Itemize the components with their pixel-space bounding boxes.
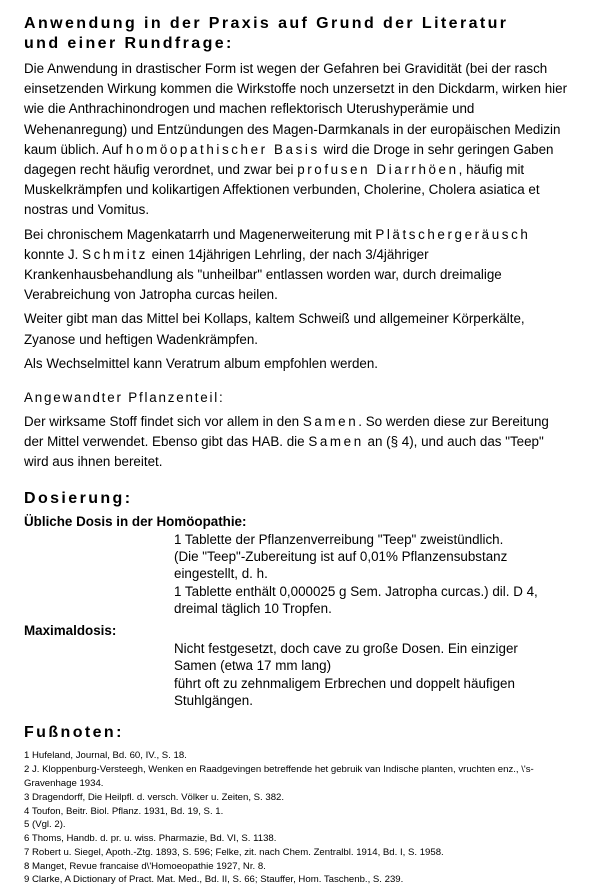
paragraph-anwendung-3: Weiter gibt man das Mittel bei Kollaps, kaltem Schweiß und allgemeiner Körperkälte, Zyanose und heftigen Wadenkrämpfen. — [24, 311, 525, 347]
max-dose-text — [174, 640, 569, 710]
text-run: , häufig mit Muskelkrämpfen und kolikartigen Affektionen verbunden, Cholerine, Cholera asiatica et nostras und Vomitus. — [24, 162, 540, 218]
paragraph-anwendung-2 — [24, 225, 569, 306]
max-dose-line: Stuhlgängen. — [174, 692, 253, 708]
text-run: konnte J. — [24, 246, 83, 262]
section-heading-fussnoten: Fußnoten: — [24, 724, 124, 742]
text-run: Der wirksame Stoff findet sich vor allem in den — [24, 414, 303, 430]
usual-dose-line: dreimal täglich 10 Tropfen. — [174, 601, 332, 617]
spaced-text: Plätschergeräusch — [375, 226, 531, 242]
usual-dose-line: eingestellt, d. h. — [174, 566, 268, 582]
spaced-text: profusen Diarrhöen — [297, 162, 459, 178]
footnote-item: 1 Hufeland, Journal, Bd. 60, IV., S. 18. — [24, 750, 187, 762]
paragraph-pflanzenteil — [24, 412, 569, 473]
paragraph-anwendung-1 — [24, 59, 569, 221]
text-run: einen 14jährigen Lehrling, der nach 3/4jähriger Krankenhausbehandlung als "unheilbar" entlassen worden war, durch dreimalige Verabreichung von Jatropha curcas heilen. — [24, 246, 502, 303]
footnote-item: 2 J. Kloppenburg-Versteegh, Wenken en Raadgevingen betreffende het gebruik van Indische planten, vruchten enz., \'s-Gravenhage 1934. — [24, 764, 534, 789]
section-heading-dosierung: Dosierung: — [24, 489, 133, 507]
footnote-list — [24, 749, 569, 887]
spaced-text: Samen — [302, 414, 359, 430]
max-dose-label: Maximaldosis: — [24, 622, 117, 638]
max-dose-line: führt oft zu zehnmaligem Erbrechen und doppelt häufigen — [174, 675, 515, 691]
paragraph-anwendung-4: Als Wechselmittel kann Veratrum album empfohlen werden. — [24, 355, 379, 371]
heading-line-1: Anwendung in der Praxis auf Grund der Literatur — [24, 15, 509, 32]
footnote-item: 6 Thoms, Handb. d. pr. u. wiss. Pharmazie, Bd. VI, S. 1138. — [24, 833, 277, 845]
usual-dose-line: 1 Tablette der Pflanzenverreibung "Teep" zweistündlich. — [174, 531, 504, 547]
footnote-item: 7 Robert u. Siegel, Apoth.-Ztg. 1893, S. 596; Felke, zit. nach Chem. Zentralbl. 1914, Bd. I, S. 1958. — [24, 846, 444, 858]
footnote-item: 5 (Vgl. 2). — [24, 819, 66, 831]
footnote-item: 8 Manget, Revue francaise d\'Homoeopathie 1927, Nr. 8. — [24, 860, 266, 872]
max-dose-line: Nicht festgesetzt, doch cave zu große Dosen. Ein einziger — [174, 640, 518, 656]
usual-dose-line: 1 Tablette enthält 0,000025 g Sem. Jatropha curcas.) dil. D 4, — [174, 583, 538, 599]
document-page — [24, 14, 569, 887]
text-run: an (§ 4), und auch das "Teep" wird aus ihnen bereitet. — [24, 434, 544, 470]
usual-dose-label: Übliche Dosis in der Homöopathie: — [24, 513, 247, 529]
usual-dose-text — [174, 531, 569, 618]
text-run: Die Anwendung in drastischer Form ist wegen der Gefahren bei Gravidität (bei der rasch einsetzenden Wirkung kommen die Wirkstoffe noch unzersetzt in den Dickdarm, wirken hier wie die Anthrachinondrogen und machen reflektorisch Uterushyperämie und Wehenanregung) und Entzündungen des Magen-Darmkanals in der europäischen Medizin kaum üblich. Auf — [24, 61, 568, 157]
text-run: Bei chronischem Magenkatarrh und Magenerweiterung mit — [24, 226, 376, 242]
max-dose-line: Samen (etwa 17 mm lang) — [174, 658, 332, 674]
heading-line-2: und einer Rundfrage: — [24, 35, 234, 52]
footnote-item: 3 Dragendorff, Die Heilpfl. d. versch. Völker u. Zeiten, S. 382. — [24, 791, 285, 803]
section-heading-anwendung — [24, 14, 569, 54]
usual-dose-line: (Die "Teep"-Zubereitung ist auf 0,01% Pflanzensubstanz — [174, 549, 508, 565]
section-heading-pflanzenteil: Angewandter Pflanzenteil: — [24, 390, 225, 406]
text-run: wird die Droge in sehr geringen Gaben dagegen recht häufig verordnet, und zwar bei — [24, 141, 554, 178]
spaced-text: Schmitz — [82, 246, 148, 262]
footnote-item: 9 Clarke, A Dictionary of Pract. Mat. Med., Bd. II, S. 66; Stauffer, Hom. Taschenb., S. 239. — [24, 874, 404, 886]
spaced-text: homöopathischer Basis — [125, 141, 320, 157]
footnote-item: 4 Toufon, Beitr. Biol. Pflanz. 1931, Bd. 19, S. 1. — [24, 805, 224, 817]
spaced-text: Samen — [308, 434, 364, 450]
text-run: . So werden diese zur Bereitung der Mittel verwendet. Ebenso gibt das HAB. die — [24, 414, 549, 450]
